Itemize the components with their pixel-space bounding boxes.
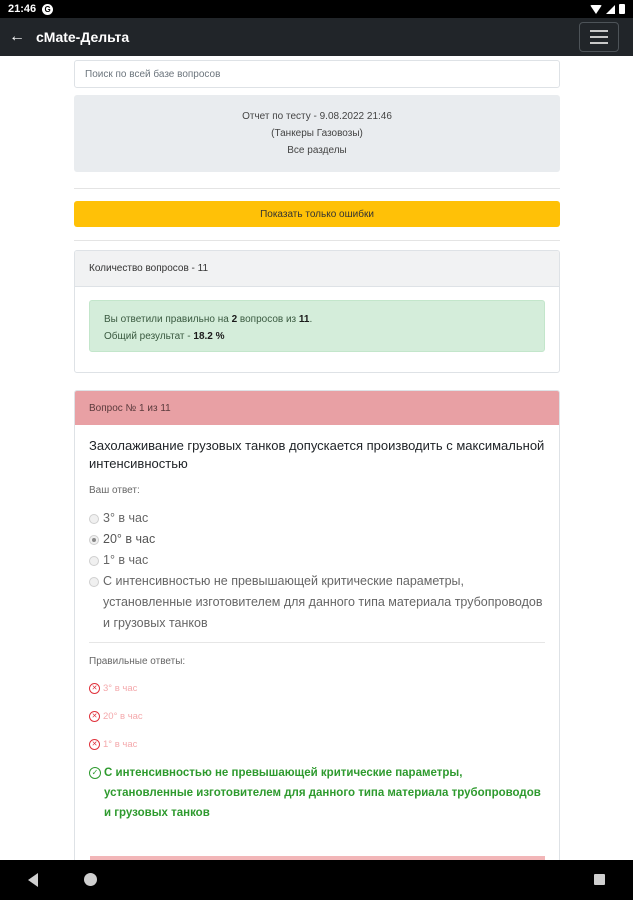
x-circle-icon: ✕	[89, 683, 100, 694]
answered-prefix: Вы ответили правильно на	[104, 314, 232, 325]
wrong-answer-label: 3° в час	[103, 682, 138, 694]
summary-card	[74, 250, 560, 373]
page-content	[0, 56, 633, 860]
nav-home-icon[interactable]	[84, 873, 97, 886]
x-circle-icon: ✕	[89, 711, 100, 722]
result-value: 18.2 %	[193, 331, 225, 342]
answer-option[interactable]	[89, 550, 545, 571]
answered-mid: вопросов из	[237, 314, 299, 325]
result-alert	[89, 300, 545, 352]
status-bar	[0, 0, 633, 18]
hamburger-icon-line	[590, 36, 608, 38]
your-answer-label: Ваш ответ:	[89, 485, 140, 496]
correct-answer-label: С интенсивностью не превышающей критические параметры, установленные изготовителем для данного типа материала трубопроводов и грузовых танков	[104, 767, 541, 819]
show-errors-button[interactable]: Показать только ошибки	[74, 201, 560, 227]
correct-answer	[89, 763, 545, 823]
hamburger-icon-line	[590, 30, 608, 32]
wrong-answer	[89, 737, 545, 751]
divider	[74, 240, 560, 241]
answered-correct-count: 2	[231, 314, 238, 325]
answer-options	[89, 508, 545, 634]
answered-line	[104, 311, 530, 328]
result-prefix: Общий результат -	[104, 331, 194, 342]
x-circle-icon: ✕	[89, 739, 100, 750]
menu-button[interactable]	[579, 22, 619, 52]
wrong-answer	[89, 709, 545, 723]
question-text: Захолаживание грузовых танков допускается производить с максимальной интенсивностью	[89, 438, 545, 471]
back-arrow-icon[interactable]: ←	[9, 28, 25, 45]
nav-back-icon[interactable]	[28, 873, 38, 887]
summary-header: Количество вопросов - 11	[75, 251, 559, 287]
report-sections: Все разделы	[287, 145, 347, 156]
answer-option[interactable]	[89, 571, 545, 634]
hamburger-icon-line	[590, 42, 608, 44]
search-input[interactable]: Поиск по всей базе вопросов	[74, 60, 560, 88]
report-category: (Танкеры Газовозы)	[271, 128, 363, 139]
question-header: Вопрос № 1 из 11	[75, 391, 559, 425]
divider	[89, 642, 545, 643]
check-circle-icon: ✓	[89, 767, 101, 779]
app-bar	[0, 18, 633, 56]
question-body	[75, 425, 559, 823]
radio-icon[interactable]	[89, 577, 99, 587]
answer-option-label: С интенсивностью не превышающей критические параметры, установленные изготовителем для данного типа материала трубопроводов и грузовых танков	[103, 574, 543, 630]
radio-checked-icon[interactable]	[89, 535, 99, 545]
answered-total-count: 11	[298, 314, 310, 325]
signal-icon	[606, 5, 615, 14]
question-card	[74, 390, 560, 860]
answer-option[interactable]	[89, 508, 545, 529]
divider	[74, 188, 560, 189]
radio-icon[interactable]	[89, 556, 99, 566]
answered-suffix: .	[309, 314, 313, 325]
report-info	[74, 95, 560, 172]
radio-icon[interactable]	[89, 514, 99, 524]
android-nav-bar	[0, 860, 633, 900]
wrong-answer	[89, 681, 545, 695]
correct-answers-label: Правильные ответы:	[89, 656, 186, 667]
answer-option-label: 1° в час	[103, 553, 149, 567]
battery-icon	[619, 4, 625, 14]
status-icons	[590, 4, 625, 14]
report-title: Отчет по тесту - 9.08.2022 21:46	[242, 111, 392, 122]
answer-option-label: 20° в час	[103, 532, 156, 546]
status-time: 21:46	[8, 3, 37, 15]
google-app-icon: G	[42, 4, 53, 15]
answer-option-label: 3° в час	[103, 511, 149, 525]
wrong-answers-list	[89, 681, 545, 751]
result-line	[104, 328, 530, 345]
answer-option-selected[interactable]	[89, 529, 545, 550]
wrong-answer-label: 20° в час	[103, 710, 143, 722]
app-title: cMate-Дельта	[36, 29, 130, 45]
nav-recents-icon[interactable]	[594, 874, 605, 885]
wifi-icon	[590, 5, 602, 14]
wrong-answer-label: 1° в час	[103, 738, 138, 750]
